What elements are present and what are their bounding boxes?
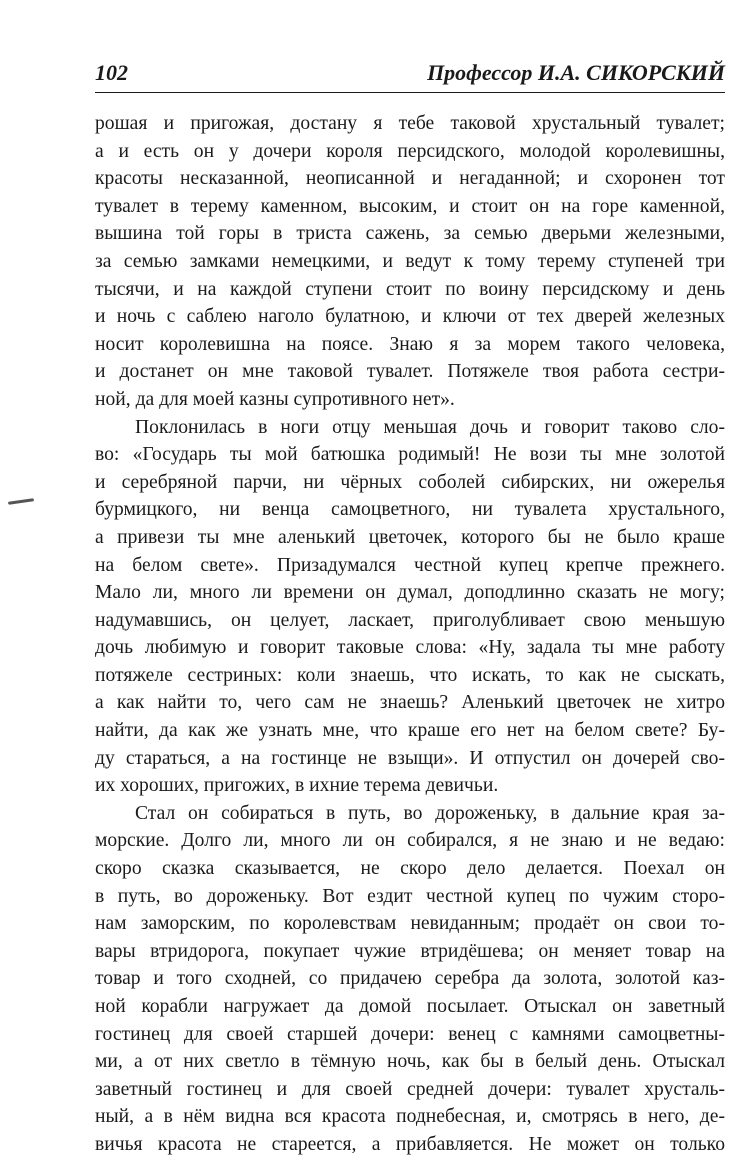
text-line: и серебряной парчи, ни чёрных соболей сибирских, ни ожерелья	[95, 471, 725, 493]
text-line: нам заморским, по королевствам невиданным; продаёт он свои то-	[95, 913, 725, 935]
text-line: а и есть он у дочери короля персидского, молодой королевишны,	[95, 140, 725, 162]
body-text	[95, 110, 725, 1159]
text-line: ной, да для моей казны супротивного нет».	[95, 388, 455, 410]
text-line: красоты несказанной, неописанной и негаданной; и схоронен тот	[95, 168, 725, 190]
text-line: вичья красота не стареется, а прибавляется. Не может он только	[95, 1133, 725, 1155]
text-line: в путь, во дороженьку. Вот ездит честной купец по чужим сторо-	[95, 885, 725, 907]
text-line: Поклонилась в ноги отцу меньшая дочь и говорит таково сло-	[135, 416, 725, 438]
margin-pencil-mark	[8, 498, 34, 505]
text-line: на белом свете». Призадумался честной купец крепче прежнего.	[95, 554, 725, 576]
text-line: потяжеле сестриных: коли знаешь, что искать, то как не сыскать,	[95, 664, 725, 686]
text-line: вышина той горы в триста сажень, за семью дверьми железными,	[95, 223, 725, 245]
text-line: морские. Долго ли, много ли он собирался, я не знаю и не ведаю:	[95, 830, 725, 852]
text-line: ми, а от них светло в тёмную ночь, как бы в белый день. Отыскал	[95, 1051, 725, 1073]
text-line: ный, а в нём видна вся красота поднебесная, и, смотрясь в него, де-	[95, 1106, 725, 1128]
page-header	[95, 58, 725, 93]
text-line: их хороших, пригожих, в ихние терема девичьи.	[95, 775, 499, 797]
text-line: гостинец для своей старшей дочери: венец с камнями самоцветны-	[95, 1023, 725, 1045]
running-title: Профессор И.А. СИКОРСКИЙ	[427, 60, 725, 85]
text-line: скоро сказка сказывается, не скоро дело делается. Поехал он	[95, 858, 725, 880]
text-line: тысячи, и на каждой ступени стоит по воину персидскому и день	[95, 278, 725, 300]
text-line: надумавшись, он целует, ласкает, приголубливает свою меньшую	[95, 609, 725, 631]
text-line: найти, да как же узнать мне, что краше его нет на белом свете? Бу-	[95, 720, 725, 742]
text-line: а привези ты мне аленький цветочек, которого бы не было краше	[95, 526, 725, 548]
text-line: и ночь с саблею наголо булатною, и ключи от тех дверей железных	[95, 306, 725, 328]
text-line: заветный гостинец и для своей средней дочери: тувалет хрусталь-	[95, 1078, 725, 1100]
text-line: а как найти то, чего сам не знаешь? Аленький цветочек не хитро	[95, 692, 725, 714]
text-line: ду стараться, а на гостинце не взыщи». И отпустил он дочерей сво-	[95, 747, 725, 769]
text-line: бурмицкого, ни венца самоцветного, ни тувалета хрустального,	[95, 499, 725, 521]
text-line: товар и того сходней, со придачею серебра да золота, золотой каз-	[95, 968, 725, 990]
page-number: 102	[95, 60, 128, 85]
text-line: носит королевишна на поясе. Знаю я за морем такого человека,	[95, 333, 725, 355]
text-line: за семью замками немецкими, и ведут к тому терему ступеней три	[95, 250, 725, 272]
text-line: рошая и пригожая, достану я тебе таковой хрустальный тувалет;	[95, 113, 725, 134]
text-line: Мало ли, много ли времени он думал, доподлинно сказать не могу;	[95, 582, 725, 604]
text-line: дочь любимую и говорит таковые слова: «Ну, задала ты мне работу	[95, 637, 725, 659]
text-line: тувалет в терему каменном, высоким, и стоит он на горе каменной,	[95, 195, 725, 217]
text-line: Стал он собираться в путь, во дороженьку, в дальние края за-	[135, 802, 725, 824]
text-line: вары втридорога, покупает чужие втридёшева; он меняет товар на	[95, 940, 725, 962]
text-line: во: «Государь ты мой батюшка родимый! Не вози ты мне золотой	[95, 444, 725, 466]
text-line: ной корабли нагружает да домой посылает. Отыскал он заветный	[95, 996, 725, 1017]
text-line: и достанет он мне таковой тувалет. Потяжеле твоя работа сестри-	[95, 361, 725, 383]
